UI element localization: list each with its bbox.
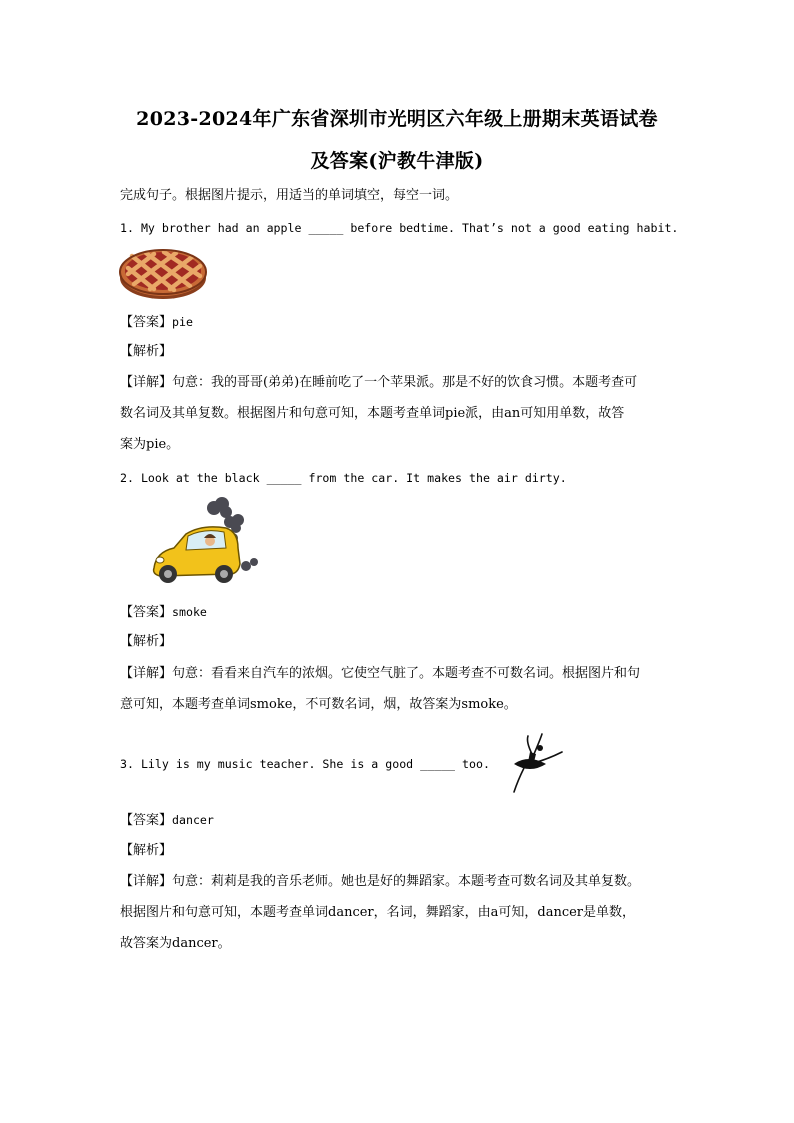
detail-text: 句意：我的哥哥(弟弟)在睡前吃了一个苹果派。那是不好的饮食习惯。本题考查可	[172, 375, 638, 390]
instruction-text: 完成句子。根据图片提示，用适当的单词填空，每空一词。	[120, 188, 459, 203]
question-3-analysis-label: 【解析】	[120, 843, 173, 858]
document-title-line-2: 及答案(沪教牛津版)	[310, 150, 484, 172]
answer-value: dancer	[172, 813, 214, 827]
detail-label: 【详解】	[120, 666, 173, 681]
question-3-answer	[120, 812, 680, 829]
document-title-line-1: 2023-2024年广东省深圳市光明区六年级上册期末英语试卷	[136, 108, 658, 130]
question-1-detail-line-3: 案为pie。	[120, 437, 180, 452]
question-2-detail-line-2: 意可知，本题考查单词smoke，不可数名词，烟，故答案为smoke。	[120, 697, 517, 712]
detail-label: 【详解】	[120, 874, 173, 889]
question-3-detail-line-3: 故答案为dancer。	[120, 936, 231, 951]
question-1-text: 1. My brother had an apple _____ before bedtime. That’s not a good eating habit.	[120, 221, 679, 235]
detail-text: 句意：莉莉是我的音乐老师。她也是好的舞蹈家。本题考查可数名词及其单复数。	[172, 874, 641, 889]
pie-icon	[118, 242, 208, 302]
question-1-answer	[120, 314, 680, 331]
dancer-icon	[500, 730, 566, 796]
question-3-detail-line-1	[120, 874, 680, 890]
answer-value: smoke	[172, 605, 207, 619]
question-2-answer	[120, 604, 680, 621]
question-3-text: 3. Lily is my music teacher. She is a good _____ too.	[120, 757, 490, 771]
question-2-detail-line-1	[120, 666, 680, 682]
detail-text: 句意：看看来自汽车的浓烟。它使空气脏了。本题考查不可数名词。根据图片和句	[172, 666, 641, 681]
question-1-analysis-label: 【解析】	[120, 344, 173, 359]
answer-label: 【答案】	[120, 813, 173, 828]
question-2-text: 2. Look at the black _____ from the car. It makes the air dirty.	[120, 471, 567, 485]
question-3-detail-line-2: 根据图片和句意可知，本题考查单词dancer，名词，舞蹈家，由a可知，dancer是单数，	[120, 905, 636, 920]
question-1-detail-line-2: 数名词及其单复数。根据图片和句意可知，本题考查单词pie派，由an可知用单数，故答	[120, 406, 625, 421]
answer-label: 【答案】	[120, 605, 173, 620]
answer-value: pie	[172, 315, 193, 329]
detail-label: 【详解】	[120, 375, 173, 390]
car-smoke-icon	[146, 494, 270, 590]
question-1-detail-line-1	[120, 375, 680, 391]
question-2-analysis-label: 【解析】	[120, 634, 173, 649]
answer-label: 【答案】	[120, 315, 173, 330]
